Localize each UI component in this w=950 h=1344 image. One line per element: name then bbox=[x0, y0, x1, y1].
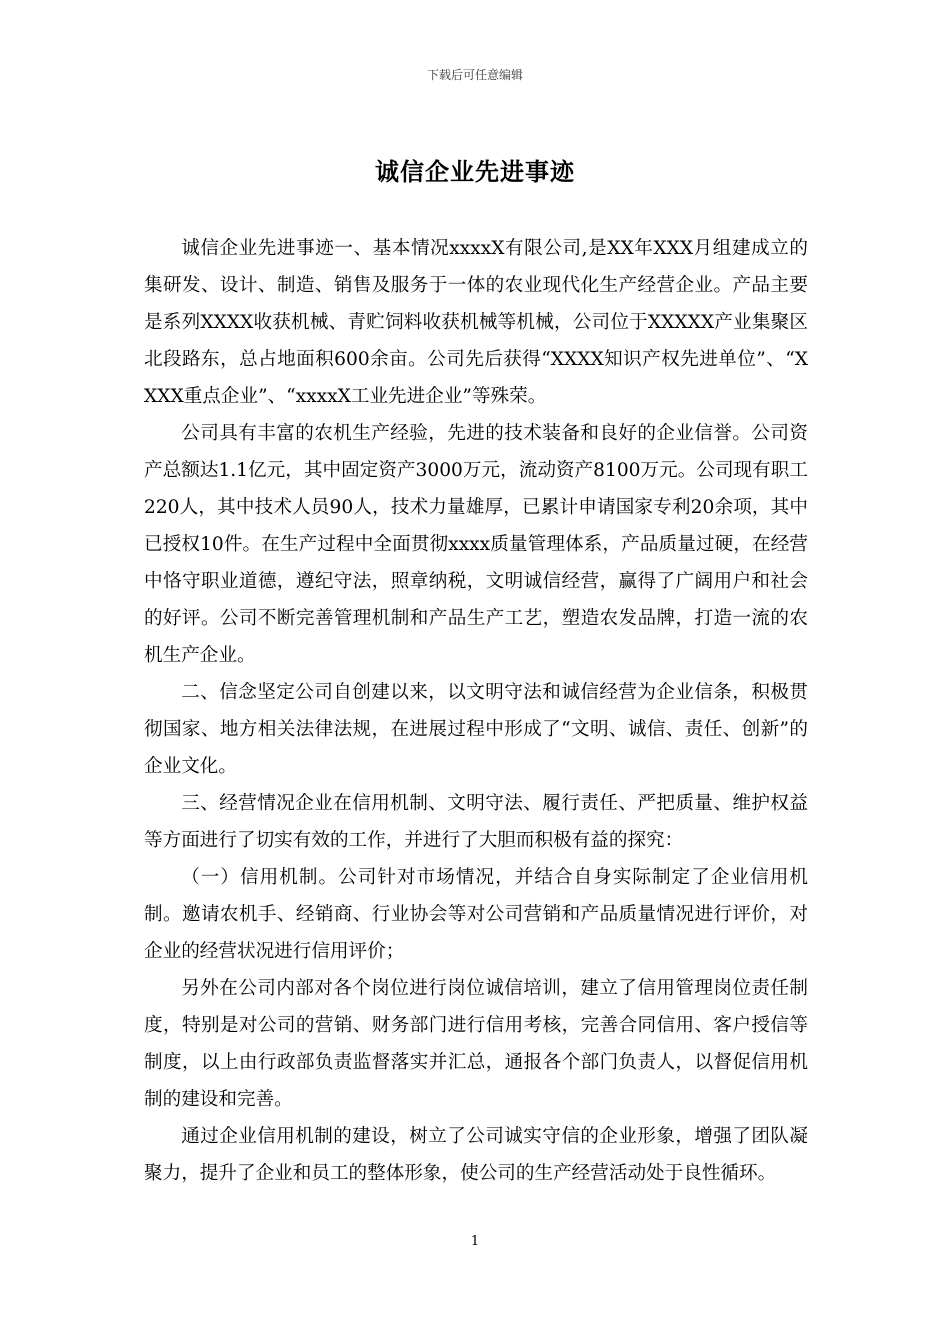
paragraph-company-profile: 公司具有丰富的农机生产经验，先进的技术装备和良好的企业信誉。公司资产总额达1.1亿元，其中固定资产3000万元，流动资产8100万元。公司现有职工220人，其中技术人员90人，技术力量雄厚，已累计申请国家专利20余项，其中已授权10件。在生产过程中全面贯彻xxxx质量管理体系，产品质量过硬，在经营中恪守职业道德，遵纪守法，照章纳税，文明诚信经营，赢得了广阔用户和社会的好评。公司不断完善管理机制和产品生产工艺，塑造农发品牌，打造一流的农机生产企业。 bbox=[144, 423, 808, 666]
paragraph-results: 通过企业信用机制的建设，树立了公司诚实守信的企业形象，增强了团队凝聚力，提升了企业和员工的整体形象，使公司的生产经营活动处于良性循环。 bbox=[144, 1126, 808, 1184]
paragraph-basic-info: 诚信企业先进事迹一、基本情况xxxxX有限公司,是XX年XXX月组建成立的集研发、设计、制造、销售及服务于一体的农业现代化生产经营企业。产品主要是系列XXXX收获机械、青贮饲料收获机械等机械，公司位于XXXXX产业集聚区北段路东，总占地面积600余亩。公司先后获得“XXXX知识产权先进单位”、“XXXX重点企业”、“xxxxX工业先进企业”等殊荣。 bbox=[144, 238, 808, 407]
paragraph-credit-mechanism: （一）信用机制。公司针对市场情况，并结合自身实际制定了企业信用机制。邀请农机手、经销商、行业协会等对公司营销和产品质量情况进行评价，对企业的经营状况进行信用评价； bbox=[144, 867, 808, 962]
header-note: 下载后可任意编辑 bbox=[426, 68, 523, 82]
document-body bbox=[144, 230, 808, 1192]
paragraph-belief: 二、信念坚定公司自创建以来，以文明守法和诚信经营为企业信条，积极贯彻国家、地方相关法律法规，在进展过程中形成了“文明、诚信、责任、创新”的企业文化。 bbox=[144, 682, 808, 777]
document-title: 诚信企业先进事迹 bbox=[375, 158, 575, 186]
paragraph-operations: 三、经营情况企业在信用机制、文明守法、履行责任、严把质量、维护权益等方面进行了切实有效的工作，并进行了大胆而积极有益的探究： bbox=[144, 793, 808, 851]
page-number: 1 bbox=[470, 1234, 480, 1249]
paragraph-internal-training: 另外在公司内部对各个岗位进行岗位诚信培训，建立了信用管理岗位责任制度，特别是对公司的营销、财务部门进行信用考核，完善合同信用、客户授信等制度，以上由行政部负责监督落实并汇总，通报各个部门负责人，以督促信用机制的建设和完善。 bbox=[144, 978, 808, 1110]
